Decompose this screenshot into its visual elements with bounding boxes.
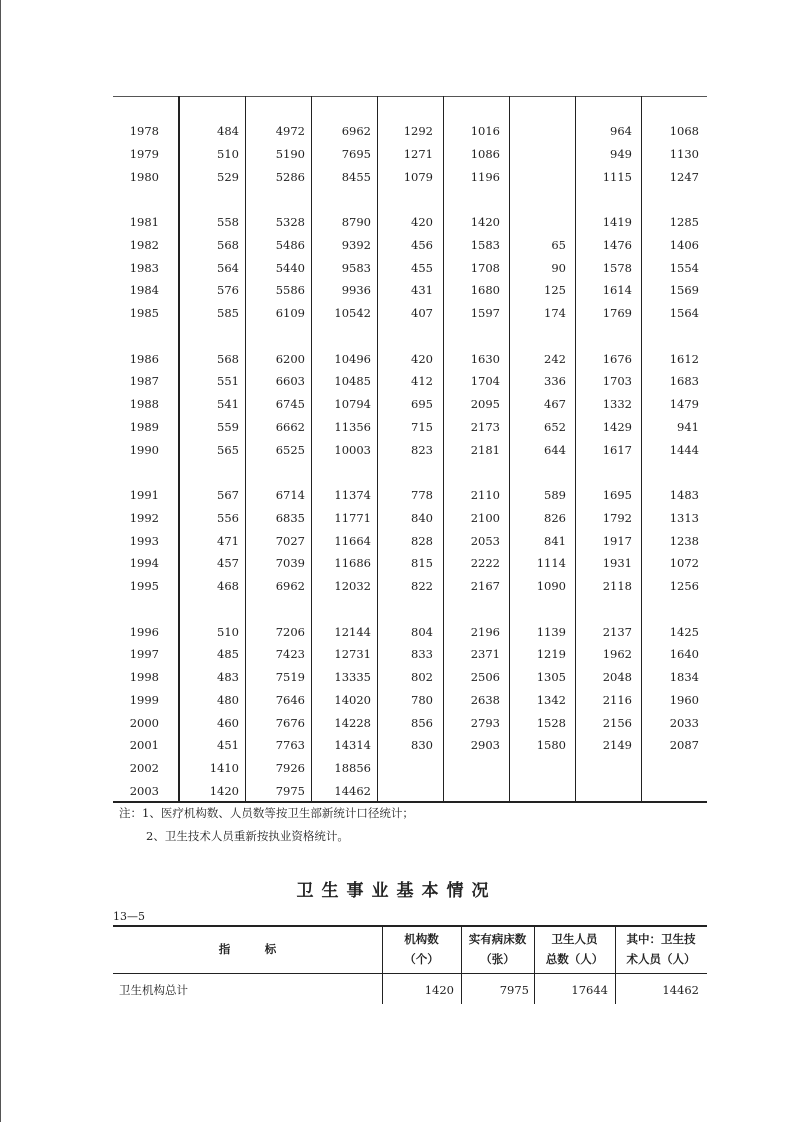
value-cell: 2053 (470, 533, 500, 548)
row-label: 卫生机构总计 (119, 983, 188, 997)
value-cell: 556 (217, 510, 239, 525)
value-cell: 1769 (602, 306, 632, 320)
value-cell: 1554 (669, 260, 699, 275)
value-cell: 2100 (470, 510, 500, 525)
value-cell: 2793 (470, 715, 500, 730)
value-cell: 5440 (275, 260, 305, 275)
value-cell: 830 (411, 738, 433, 753)
value-cell: 6603 (275, 374, 305, 389)
value-cell: 10542 (334, 306, 371, 320)
value-cell: 6200 (275, 351, 305, 366)
value-cell: 1479 (669, 397, 699, 411)
year-cell: 2000 (129, 715, 159, 730)
value-cell: 1583 (470, 237, 500, 252)
year-cell: 1990 (129, 442, 159, 457)
value-cell: 8790 (341, 215, 371, 229)
value-cell: 1238 (669, 533, 699, 548)
value-cell: 6835 (275, 510, 305, 525)
value-cell: 1528 (536, 715, 566, 730)
value-cell: 336 (544, 374, 566, 389)
value-cell: 841 (544, 533, 566, 548)
value-cell: 1130 (669, 146, 699, 161)
value-cell: 2110 (470, 488, 500, 502)
header-institutions: 机构数 (404, 932, 439, 946)
value-cell: 1580 (536, 738, 566, 753)
value-cell: 822 (411, 579, 433, 593)
value-cell: 1680 (470, 283, 500, 298)
year-cell: 1997 (129, 647, 159, 662)
value-cell: 1617 (602, 442, 632, 457)
value-cell: 1917 (602, 533, 632, 548)
value-cell: 1630 (470, 351, 500, 366)
value-cell: 1139 (536, 624, 566, 639)
value-cell: 1683 (669, 374, 699, 389)
value-cell: 1612 (669, 351, 699, 366)
value-cell: 1285 (669, 215, 699, 229)
value-cell: 7676 (275, 715, 305, 730)
value-cell: 2137 (602, 624, 632, 639)
value-cell: 1578 (602, 260, 632, 275)
header-beds-unit: （张） (480, 952, 515, 966)
value-cell: 125 (544, 283, 566, 298)
value-cell: 6962 (275, 579, 305, 593)
value-cell: 1068 (669, 124, 699, 138)
value-cell: 1419 (602, 215, 632, 229)
value-cell: 14462 (334, 783, 371, 798)
value-cell: 778 (411, 488, 433, 502)
year-cell: 2003 (129, 783, 159, 798)
value-cell: 559 (217, 419, 239, 434)
value-cell: 480 (217, 692, 239, 707)
value-cell: 6109 (275, 306, 305, 320)
year-cell: 1998 (129, 670, 159, 684)
header-health-personnel-unit: 总数（人） (545, 952, 604, 966)
value-cell: 802 (411, 670, 433, 684)
header-technical-staff: 其中：卫生技 (626, 932, 696, 946)
value-cell: 4972 (275, 124, 305, 138)
value-cell: 949 (610, 146, 632, 161)
value-cell: 471 (217, 533, 239, 548)
value-cell: 7519 (275, 670, 305, 684)
year-cell: 1989 (129, 419, 159, 434)
value-cell: 804 (411, 624, 433, 639)
value-cell: 1292 (403, 124, 433, 138)
value-cell: 840 (411, 510, 433, 525)
value-cell: 407 (411, 306, 433, 320)
year-cell: 2001 (129, 738, 159, 753)
table-top-rule (113, 96, 707, 97)
value-cell: 1960 (669, 692, 699, 707)
value-cell: 823 (411, 442, 433, 457)
value-cell: 1247 (669, 169, 699, 184)
value-cell: 1115 (602, 169, 632, 184)
value-cell: 1196 (470, 169, 500, 184)
value-cell: 1695 (602, 488, 632, 502)
value-cell: 1256 (669, 579, 699, 593)
value-cell: 1931 (602, 556, 632, 571)
value-cell: 12731 (334, 647, 371, 662)
value-cell: 529 (217, 169, 239, 184)
year-cell: 1986 (129, 351, 159, 366)
value-cell: 457 (217, 556, 239, 571)
value-cell: 1564 (669, 306, 699, 320)
value-cell: 7646 (275, 692, 305, 707)
header-health-personnel: 卫生人员 (551, 932, 598, 946)
header-institutions-unit: （个） (404, 952, 439, 966)
value-cell: 2506 (470, 670, 500, 684)
value-cell: 1703 (602, 374, 632, 389)
value-cell: 6714 (275, 488, 305, 502)
value-cell: 420 (411, 351, 433, 366)
value-cell: 18856 (334, 761, 371, 775)
value-cell: 510 (217, 624, 239, 639)
value-cell: 2181 (470, 442, 500, 457)
value-cell: 242 (544, 351, 566, 366)
value-cell: 10794 (334, 397, 371, 411)
value-cell: 695 (411, 397, 433, 411)
section-title: 卫生事业基本情况 (296, 881, 497, 901)
value-cell: 1483 (669, 488, 699, 502)
value-cell: 1614 (602, 283, 632, 298)
value-cell: 14020 (334, 692, 371, 707)
value-cell: 468 (217, 579, 239, 593)
value-cell: 467 (544, 397, 566, 411)
value-cell: 174 (544, 306, 566, 320)
year-cell: 1988 (129, 397, 159, 411)
value-cell: 1708 (470, 260, 500, 275)
value-cell: 644 (544, 442, 566, 457)
value-cell: 1342 (536, 692, 566, 707)
year-cell: 1984 (129, 283, 159, 298)
value-cell: 1429 (602, 419, 632, 434)
value-cell: 1410 (209, 761, 239, 775)
value-cell: 2222 (470, 556, 500, 571)
value-cell: 5586 (275, 283, 305, 298)
value-cell: 941 (677, 419, 699, 434)
value-cell: 2167 (470, 579, 500, 593)
value-cell: 1476 (602, 237, 632, 252)
value-cell: 558 (217, 215, 239, 229)
year-cell: 2002 (129, 761, 159, 775)
year-cell: 1992 (129, 510, 159, 525)
value-cell: 420 (411, 215, 433, 229)
value-cell: 826 (544, 510, 566, 525)
value-cell: 2095 (470, 397, 500, 411)
value-cell: 9936 (341, 283, 371, 298)
value-cell: 2087 (669, 738, 699, 753)
value-cell: 1219 (536, 647, 566, 662)
year-cell: 1982 (129, 237, 159, 252)
value-cell: 1332 (602, 397, 632, 411)
value-cell: 856 (411, 715, 433, 730)
value-cell: 7206 (275, 624, 305, 639)
year-cell: 1981 (129, 215, 159, 229)
value-cell: 2196 (470, 624, 500, 639)
value-cell: 6745 (275, 397, 305, 411)
year-cell: 1993 (129, 533, 159, 548)
value-cell: 484 (217, 124, 239, 138)
header-indicator: 指 标 (218, 942, 277, 956)
value-cell: 1676 (602, 351, 632, 366)
value-cell: 2033 (669, 715, 699, 730)
value-cell: 585 (217, 306, 239, 320)
value-cell: 1079 (403, 169, 433, 184)
value-cell: 652 (544, 419, 566, 434)
value-cell: 483 (217, 670, 239, 684)
value-cell: 412 (411, 374, 433, 389)
value-cell: 5328 (275, 215, 305, 229)
value-cell: 9392 (341, 237, 371, 252)
value-cell: 451 (217, 738, 239, 753)
note-line-2: 2、卫生技术人员重新按执业资格统计。 (146, 829, 349, 843)
value-beds: 7975 (499, 983, 529, 997)
value-cell: 12144 (334, 624, 371, 639)
year-cell: 1985 (129, 306, 159, 320)
yearly-statistics-table (113, 96, 707, 802)
value-cell: 65 (551, 237, 566, 252)
value-cell: 455 (411, 260, 433, 275)
year-cell: 1987 (129, 374, 159, 389)
value-cell: 7423 (275, 647, 305, 662)
year-cell: 1979 (129, 146, 159, 161)
value-cell: 11374 (334, 488, 371, 502)
value-cell: 576 (217, 283, 239, 298)
value-cell: 7695 (341, 146, 371, 161)
year-cell: 1994 (129, 556, 159, 571)
value-cell: 1962 (602, 647, 632, 662)
value-cell: 589 (544, 488, 566, 502)
value-cell: 6962 (341, 124, 371, 138)
value-cell: 964 (610, 124, 632, 138)
year-cell: 1996 (129, 624, 159, 639)
value-cell: 1704 (470, 374, 500, 389)
value-cell: 1086 (470, 146, 500, 161)
header-rule (113, 973, 707, 974)
value-cell: 456 (411, 237, 433, 252)
value-cell: 2118 (602, 579, 632, 593)
value-cell: 1114 (536, 556, 566, 571)
value-cell: 541 (217, 397, 239, 411)
year-cell: 1978 (129, 124, 159, 138)
value-cell: 12032 (334, 579, 371, 593)
value-cell: 551 (217, 374, 239, 389)
table-top-rule (113, 925, 707, 927)
value-cell: 2116 (602, 692, 632, 707)
value-cell: 10003 (334, 442, 371, 457)
value-cell: 1597 (470, 306, 500, 320)
value-cell: 7975 (275, 783, 305, 798)
note-line-1: 注：1、医疗机构数、人员数等按卫生部新统计口径统计； (119, 806, 414, 820)
value-cell: 510 (217, 146, 239, 161)
value-cell: 90 (551, 260, 566, 275)
value-cell: 1792 (602, 510, 632, 525)
value-cell: 8455 (341, 169, 371, 184)
value-cell: 5286 (275, 169, 305, 184)
value-cell: 7763 (275, 738, 305, 753)
value-cell: 1640 (669, 647, 699, 662)
value-cell: 1834 (669, 670, 699, 684)
value-cell: 485 (217, 647, 239, 662)
value-cell: 780 (411, 692, 433, 707)
value-cell: 10485 (334, 374, 371, 389)
header-beds: 实有病床数 (468, 932, 527, 946)
page-border (0, 0, 1, 1122)
value-cell: 1420 (470, 215, 500, 229)
value-cell: 2048 (602, 670, 632, 684)
value-health-personnel: 17644 (571, 983, 608, 997)
value-cell: 1090 (536, 579, 566, 593)
year-cell: 1991 (129, 488, 159, 502)
year-cell: 1995 (129, 579, 159, 593)
value-cell: 568 (217, 351, 239, 366)
value-cell: 564 (217, 260, 239, 275)
value-cell: 6525 (275, 442, 305, 457)
value-cell: 2638 (470, 692, 500, 707)
value-cell: 6662 (275, 419, 305, 434)
value-cell: 1569 (669, 283, 699, 298)
value-cell: 565 (217, 442, 239, 457)
value-cell: 5190 (275, 146, 305, 161)
value-cell: 5486 (275, 237, 305, 252)
value-technical-staff: 14462 (662, 983, 699, 997)
table-bottom-rule (113, 801, 707, 803)
year-cell: 1999 (129, 692, 159, 707)
value-cell: 1444 (669, 442, 699, 457)
value-cell: 14314 (334, 738, 371, 753)
value-cell: 1016 (470, 124, 500, 138)
value-cell: 715 (411, 419, 433, 434)
basic-health-table (113, 925, 707, 1004)
value-cell: 9583 (341, 260, 371, 275)
value-cell: 567 (217, 488, 239, 502)
value-cell: 11771 (334, 510, 371, 525)
value-cell: 1425 (669, 624, 699, 639)
header-technical-staff-unit: 术人员（人） (626, 952, 696, 966)
value-cell: 1313 (669, 510, 699, 525)
value-cell: 815 (411, 556, 433, 571)
value-cell: 2156 (602, 715, 632, 730)
value-cell: 1072 (669, 556, 699, 571)
year-cell: 1983 (129, 260, 159, 275)
value-cell: 1420 (209, 783, 239, 798)
value-cell: 7926 (275, 761, 305, 775)
value-cell: 2149 (602, 738, 632, 753)
value-cell: 568 (217, 237, 239, 252)
year-cell: 1980 (129, 169, 159, 184)
value-cell: 10496 (334, 351, 371, 366)
value-cell: 833 (411, 647, 433, 662)
value-institutions: 1420 (424, 983, 454, 997)
value-cell: 13335 (334, 670, 371, 684)
value-cell: 14228 (334, 715, 371, 730)
value-cell: 460 (217, 715, 239, 730)
value-cell: 7039 (275, 556, 305, 571)
value-cell: 2371 (470, 647, 500, 662)
value-cell: 431 (411, 283, 433, 298)
value-cell: 1271 (403, 146, 433, 161)
value-cell: 1305 (536, 670, 566, 684)
value-cell: 7027 (275, 533, 305, 548)
value-cell: 2173 (470, 419, 500, 434)
value-cell: 1406 (669, 237, 699, 252)
value-cell: 11686 (334, 556, 371, 571)
value-cell: 2903 (470, 738, 500, 753)
table-number: 13—5 (113, 910, 145, 923)
value-cell: 828 (411, 533, 433, 548)
value-cell: 11356 (334, 419, 371, 434)
value-cell: 11664 (334, 533, 371, 548)
